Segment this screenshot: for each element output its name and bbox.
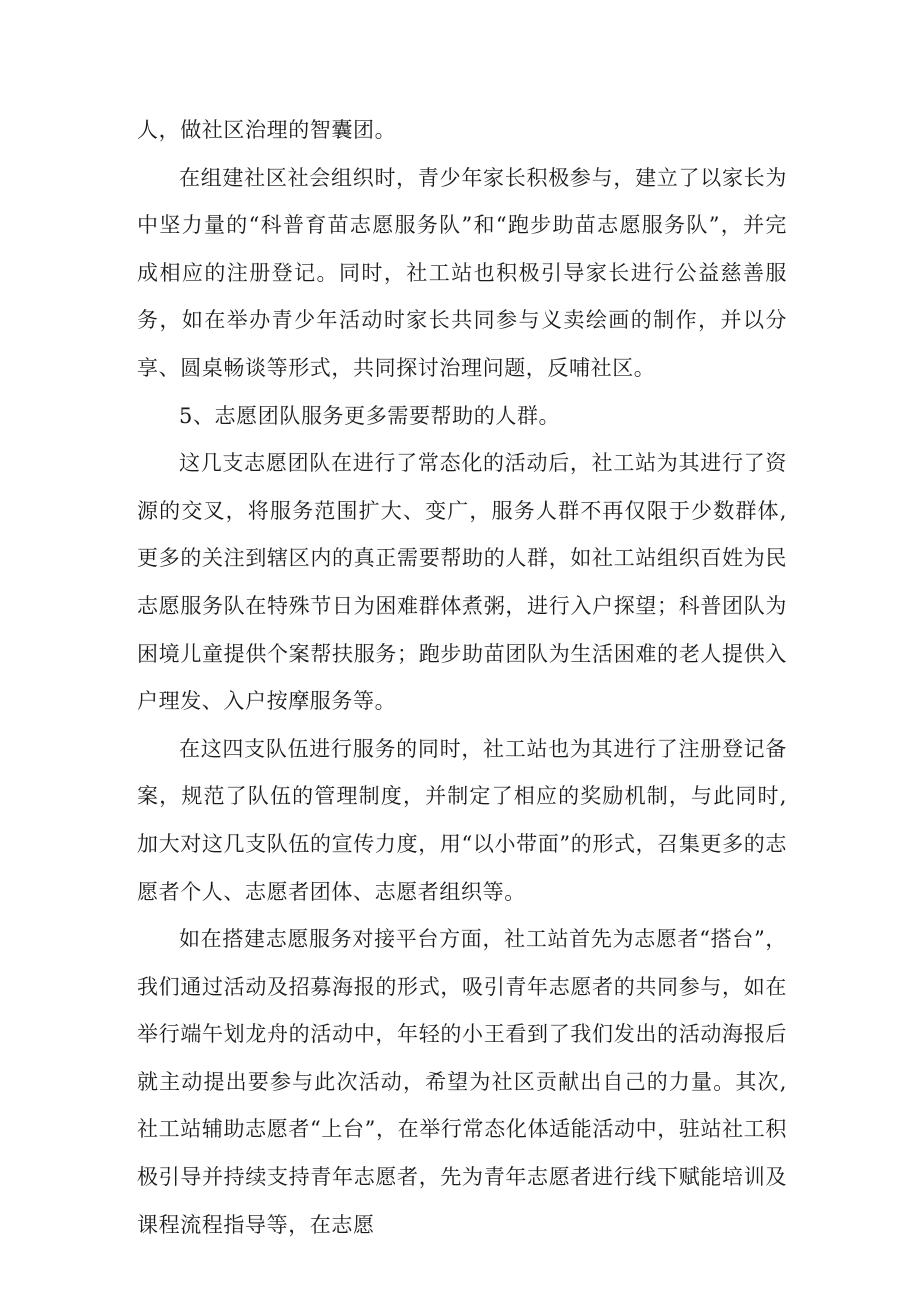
section-heading-5: 5、志愿团队服务更多需要帮助的人群。 xyxy=(179,403,561,428)
paragraph-platform-building: 如在搭建志愿服务对接平台方面，社工站首先为志愿者“搭台”，我们通过活动及招募海报的形式，吸引青年志愿者的共同参与，如在举行端午划龙舟的活动中，年轻的小王看到了我们发出的活动海报后就主动提出要参与此次活动，希望为社区贡献出自己的力量。其次,社工站辅助志愿者“上台”，在举行常态化体适能活动中，驻站社工积极引导并持续支持青年志愿者，先为青年志愿者进行线下赋能培训及课程流程指导等，在志愿 xyxy=(137,927,787,1237)
paragraph-registration-management: 在这四支队伍进行服务的同时，社工站也为其进行了注册登记备案，规范了队伍的管理制度，并制定了相应的奖励机制，与此同时,加大对这几支队伍的宣传力度，用“以小带面”的形式，召集更多的志愿者个人、志愿者团体、志愿者组织等。 xyxy=(137,736,787,904)
paragraph-resource-crossover: 这几支志愿团队在进行了常态化的活动后，社工站为其进行了资源的交叉，将服务范围扩大、变广，服务人群不再仅限于少数群体,更多的关注到辖区内的真正需要帮助的人群，如社工站组织百姓为民志愿服务队在特殊节日为困难群体煮粥，进行入户探望；科普团队为困境儿童提供个案帮扶服务；跑步助苗团队为生活困难的老人提供入户理发、入户按摩服务等。 xyxy=(137,451,787,714)
document-body xyxy=(137,107,787,1249)
paragraph-parent-volunteer-teams: 在组建社区社会组织时，青少年家长积极参与，建立了以家长为中坚力量的“科普育苗志愿服务队”和“跑步助苗志愿服务队”，并完成相应的注册登记。同时，社工站也积极引导家长进行公益慈善服务，如在举办青少年活动时家长共同参与义卖绘画的制作，并以分享、圆桌畅谈等形式，共同探讨治理问题，反哺社区。 xyxy=(137,165,787,380)
paragraph-continuation: 人，做社区治理的智囊团。 xyxy=(137,118,397,142)
